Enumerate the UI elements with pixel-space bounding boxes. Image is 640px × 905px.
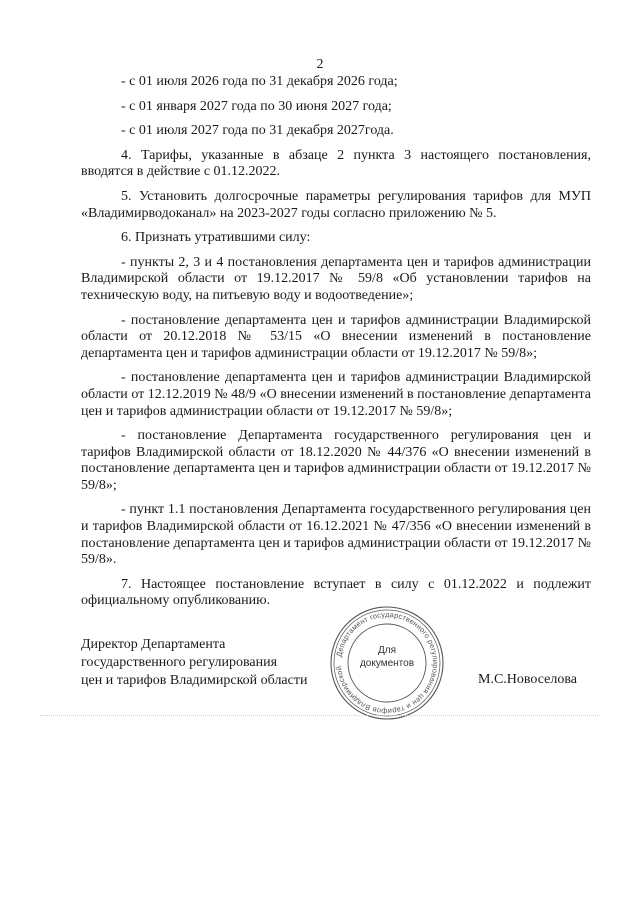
paragraph-item-4: 4. Тарифы, указанные в абзаце 2 пункта 3 настоящего постановления, вводятся в действие с 01.12.2022. (81, 147, 591, 180)
signatory-title (81, 636, 331, 690)
paragraph-repeal-1: - пункты 2, 3 и 4 постановления департамента цен и тарифов администрации Владимирской области от 19.12.2017 № 59/8 «Об установлении тарифов на техническую воду, на питьевую воду и водоотведение»; (81, 254, 591, 303)
paragraph-repeal-5: - пункт 1.1 постановления Департамента государственного регулирования цен и тарифов Владимирской области от 16.12.2021 № 47/356 «О внесении изменений в постановление департамента цен и тарифов администрации области от 19.12.2017 № 59/8». (81, 502, 591, 568)
stamp-center-line-2: документов (359, 658, 415, 669)
paragraph-repeal-2: - постановление департамента цен и тарифов администрации Владимирской области от 20.12.2018 № 53/15 «О внесении изменений в постановление департамента цен и тарифов администрации области от 19.12.2017 № 59/8»; (81, 312, 591, 361)
stamp-center-text (323, 644, 451, 670)
signatory-title-line-1: Директор Департамента (81, 637, 226, 652)
page-number: 2 (316, 57, 324, 72)
paragraph-repeal-3: - постановление департамента цен и тарифов администрации Владимирской области от 12.12.2019 № 48/9 «О внесении изменений в постановление департамента цен и тарифов администрации области от 19.12.2017 № 59/8»; (81, 370, 591, 419)
signatory-name: М.С.Новоселова (478, 672, 577, 687)
paragraph-item-5: 5. Установить долгосрочные параметры регулирования тарифов для МУП «Владимирводоканал» на 2023-2027 годы согласно приложению № 5. (81, 188, 591, 221)
paragraph-item-7: 7. Настоящее постановление вступает в силу с 01.12.2022 и подлежит официальному опубликованию. (81, 576, 591, 609)
stamp-center-line-1: Для (377, 645, 397, 656)
paragraph-item-6: 6. Признать утратившими силу: (121, 230, 311, 246)
signatory-title-line-2: государственного регулирования (81, 655, 278, 670)
paragraph-repeal-4: - постановление Департамента государственного регулирования цен и тарифов Владимирской области от 18.12.2020 № 44/376 «О внесении изменений в постановление департамента цен и тарифов администрации области от 19.12.2017 № 59/8»; (81, 428, 591, 493)
stamp-ring-text: Департамент государственного регулирования цен и тарифов Владимирской (334, 609, 441, 717)
official-stamp (323, 606, 451, 720)
signatory-title-line-3: цен и тарифов Владимирской области (81, 673, 308, 688)
paragraph-period-1: - с 01 июля 2026 года по 31 декабря 2026 года; (121, 74, 398, 89)
paragraph-period-2: - с 01 января 2027 года по 30 июня 2027 года; (121, 98, 392, 114)
scan-artifact-divider (40, 715, 600, 717)
document-body (81, 74, 591, 618)
paragraph-period-3: - с 01 июля 2027 года по 31 декабря 2027года. (121, 123, 394, 139)
